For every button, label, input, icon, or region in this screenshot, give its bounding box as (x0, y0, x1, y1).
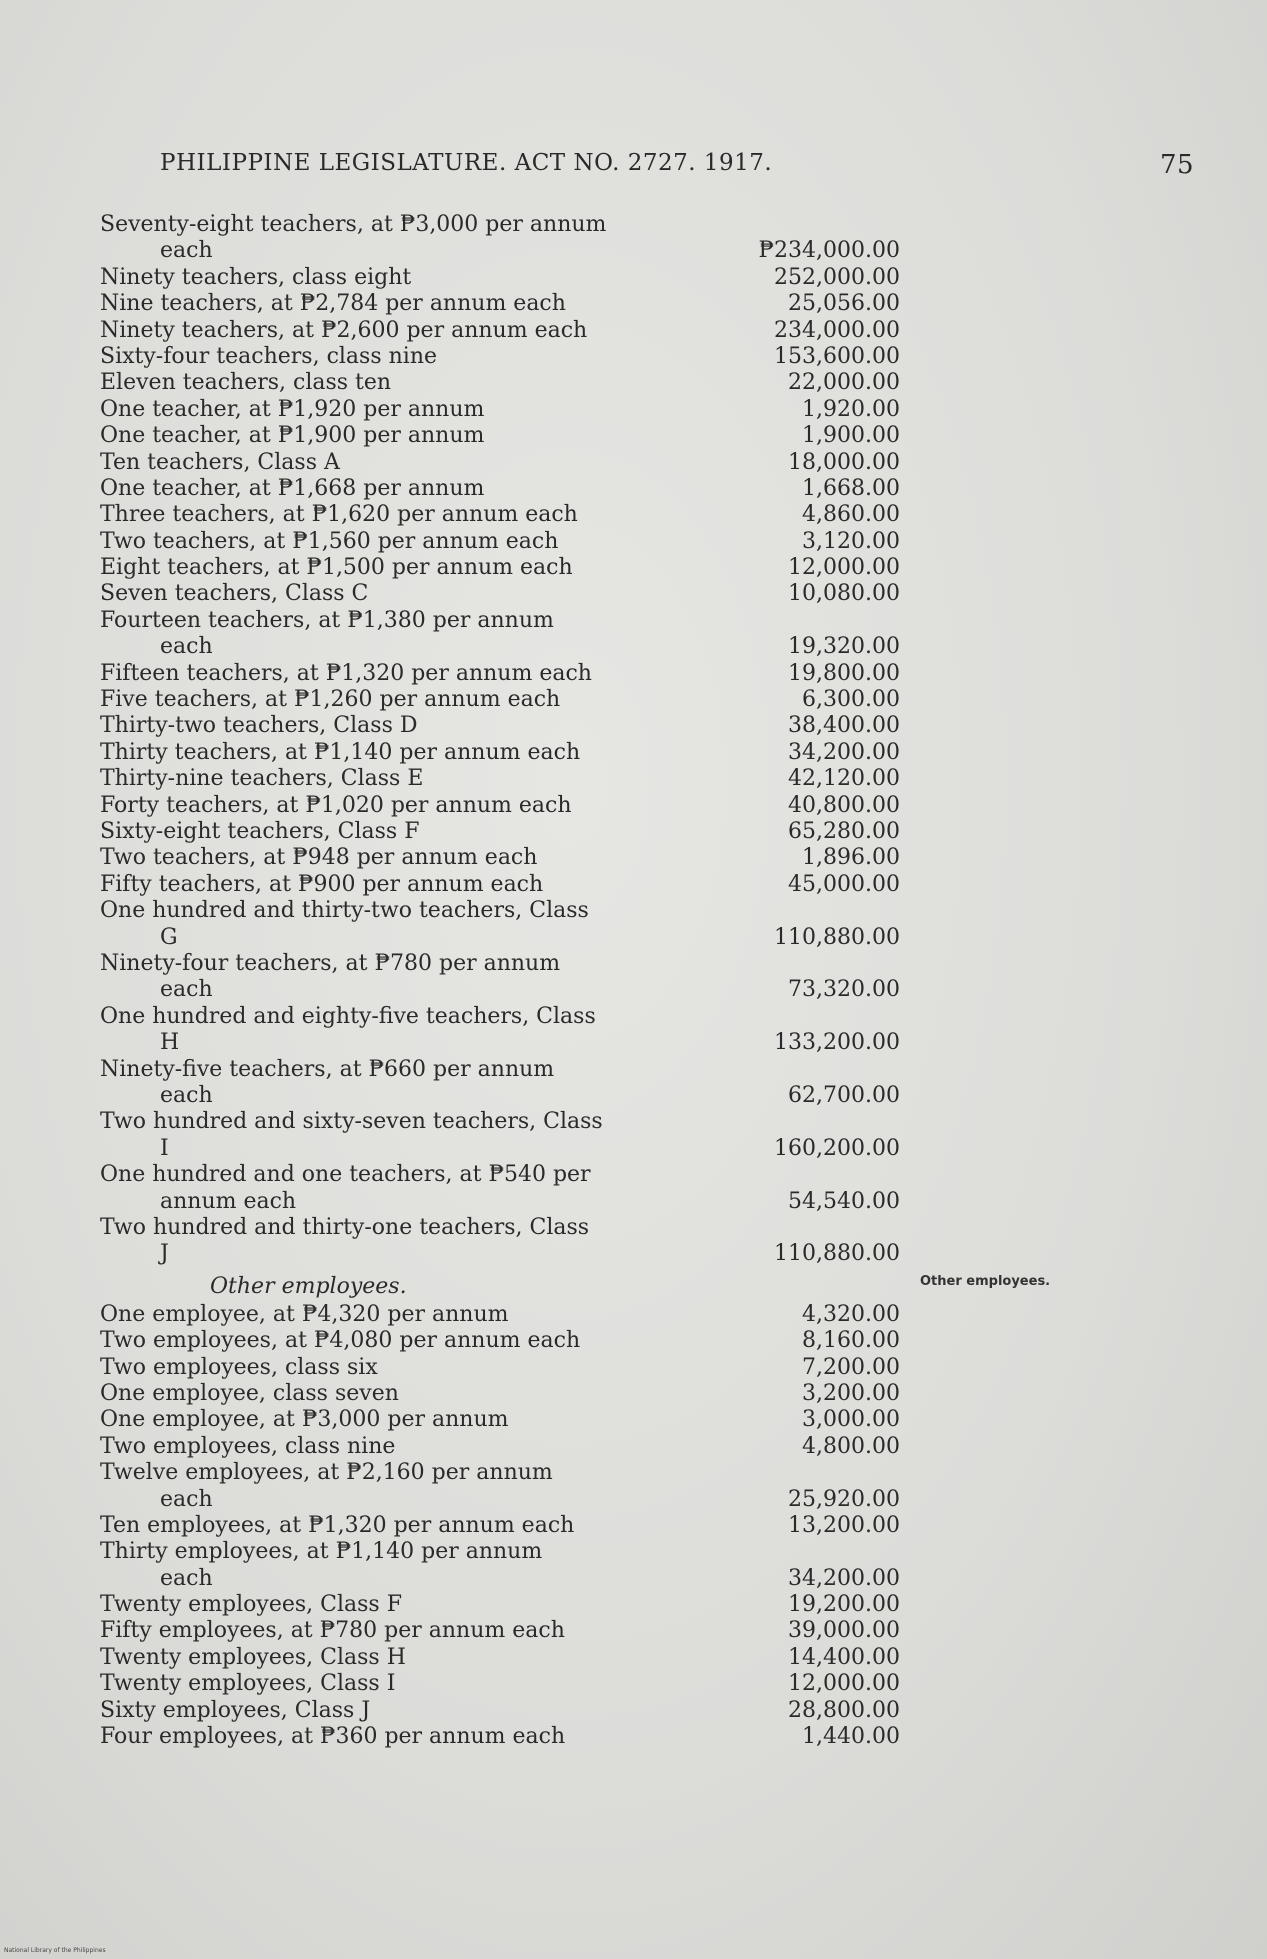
row-label-line-1: Sixty-four teachers, class nine (100, 343, 438, 369)
row-label-line-1: Ten employees, at ₱1,320 per annum each (100, 1512, 575, 1538)
table-row (100, 687, 900, 713)
row-label-line-1: Thirty-nine teachers, Class E (100, 766, 424, 792)
table-row (100, 318, 900, 344)
table-row (100, 608, 900, 661)
row-amount: 18,000.00 (788, 449, 900, 475)
row-label-line-2: G (160, 924, 178, 950)
table-row (100, 1539, 900, 1592)
row-label (100, 397, 680, 423)
table-row (100, 476, 900, 502)
row-label (100, 687, 680, 713)
row-label-line-1: One hundred and eighty-five teachers, Class (100, 1003, 596, 1029)
row-amount: 19,320.00 (788, 634, 900, 660)
table-row (100, 819, 900, 845)
row-label-line-1: Ten teachers, Class A (100, 449, 340, 475)
page-number: 75 (1160, 150, 1195, 180)
row-amount: 28,800.00 (788, 1697, 900, 1723)
row-label (100, 423, 680, 449)
table-row (100, 740, 900, 766)
row-amount: 73,320.00 (788, 977, 900, 1003)
table-row (100, 845, 900, 871)
row-label-line-1: Sixty-eight teachers, Class F (100, 819, 420, 845)
table-row (100, 766, 900, 792)
table-row (100, 1057, 900, 1110)
row-label (100, 529, 680, 555)
row-amount: 34,200.00 (788, 1565, 900, 1591)
table-row (100, 423, 900, 449)
row-label-line-1: Two hundred and sixty-seven teachers, Class (100, 1109, 603, 1135)
row-label-line-1: One employee, at ₱3,000 per annum (100, 1407, 509, 1433)
row-label (100, 898, 680, 951)
row-amount: 12,000.00 (788, 1671, 900, 1697)
other-employees-heading: Other employees. (210, 1273, 407, 1299)
row-amount: 3,120.00 (802, 528, 900, 554)
row-label-line-2: annum each (160, 1188, 297, 1214)
row-label (100, 555, 680, 581)
table-row (100, 1645, 900, 1671)
row-label (100, 370, 680, 396)
table-row (100, 661, 900, 687)
row-label (100, 793, 680, 819)
table-row (100, 291, 900, 317)
row-label-line-1: Fourteen teachers, at ₱1,380 per annum (100, 607, 554, 633)
table-row (100, 1004, 900, 1057)
row-label (100, 1434, 680, 1460)
row-label-line-1: Twenty employees, Class F (100, 1592, 402, 1618)
row-label (100, 1215, 680, 1268)
row-label (100, 1355, 680, 1381)
row-amount: 65,280.00 (788, 819, 900, 845)
row-amount: 1,896.00 (802, 845, 900, 871)
row-label-line-1: Two employees, class nine (100, 1433, 396, 1459)
table-row (100, 1355, 900, 1381)
row-amount: 38,400.00 (788, 713, 900, 739)
table-row (100, 1460, 900, 1513)
table-row (100, 1618, 900, 1644)
row-label (100, 1513, 680, 1539)
table-row (100, 1302, 900, 1328)
row-label (100, 608, 680, 661)
employee-rows (100, 1302, 900, 1751)
row-label-line-1: One teacher, at ₱1,900 per annum (100, 423, 485, 449)
row-label (100, 1645, 680, 1671)
row-amount: 1,900.00 (802, 423, 900, 449)
row-label-line-1: Twenty employees, Class I (100, 1671, 396, 1697)
row-label-line-2: each (160, 1082, 213, 1108)
row-label-line-1: Two teachers, at ₱1,560 per annum each (100, 528, 559, 554)
row-amount: 153,600.00 (774, 343, 900, 369)
row-label (100, 1407, 680, 1433)
row-label-line-1: Thirty teachers, at ₱1,140 per annum each (100, 739, 581, 765)
row-label (100, 872, 680, 898)
row-label (100, 819, 680, 845)
table-row (100, 397, 900, 423)
row-label-line-1: Seventy-eight teachers, at ₱3,000 per annum (100, 212, 607, 237)
row-amount: 14,400.00 (788, 1644, 900, 1670)
row-amount: 39,000.00 (788, 1618, 900, 1644)
row-amount: 1,440.00 (802, 1724, 900, 1750)
row-label (100, 1592, 680, 1618)
row-label (100, 476, 680, 502)
row-label (100, 265, 680, 291)
row-label-line-1: Thirty employees, at ₱1,140 per annum (100, 1539, 543, 1565)
table-row (100, 212, 900, 265)
row-label-line-1: One employee, at ₱4,320 per annum (100, 1301, 509, 1327)
row-label-line-1: Ninety teachers, at ₱2,600 per annum each (100, 317, 588, 343)
row-amount: 13,200.00 (788, 1512, 900, 1538)
row-label-line-1: Fifteen teachers, at ₱1,320 per annum each (100, 660, 592, 686)
row-label (100, 1302, 680, 1328)
row-label-line-2: each (160, 1486, 213, 1512)
row-label (100, 1724, 680, 1750)
row-label (100, 502, 680, 528)
row-label (100, 1671, 680, 1697)
table-row (100, 1381, 900, 1407)
row-label-line-2: each (160, 1565, 213, 1591)
row-label-line-2: each (160, 634, 213, 660)
row-label (100, 1109, 680, 1162)
row-label-line-1: One hundred and one teachers, at ₱540 per (100, 1162, 591, 1188)
table-row (100, 265, 900, 291)
table-row (100, 1698, 900, 1724)
appropriation-list (100, 212, 900, 1750)
table-row (100, 1162, 900, 1215)
table-row (100, 1592, 900, 1618)
row-label-line-1: One teacher, at ₱1,668 per annum (100, 475, 485, 501)
row-label-line-1: Eleven teachers, class ten (100, 370, 392, 396)
row-label-line-2: H (160, 1030, 180, 1056)
table-row (100, 1671, 900, 1697)
row-label (100, 344, 680, 370)
row-label (100, 1698, 680, 1724)
row-label (100, 318, 680, 344)
row-amount: ₱234,000.00 (758, 238, 900, 264)
row-amount: 34,200.00 (788, 739, 900, 765)
row-label (100, 1539, 680, 1592)
table-row (100, 1724, 900, 1750)
table-row (100, 344, 900, 370)
row-label (100, 951, 680, 1004)
row-label (100, 740, 680, 766)
table-row (100, 951, 900, 1004)
row-label-line-1: Ninety-four teachers, at ₱780 per annum (100, 950, 561, 976)
row-label (100, 766, 680, 792)
row-label (100, 1381, 680, 1407)
table-row (100, 713, 900, 739)
row-amount: 4,860.00 (802, 502, 900, 528)
row-amount: 62,700.00 (788, 1082, 900, 1108)
row-amount: 8,160.00 (802, 1328, 900, 1354)
row-label (100, 1328, 680, 1354)
row-label-line-1: One employee, class seven (100, 1380, 399, 1406)
row-label (100, 1004, 680, 1057)
row-amount: 22,000.00 (788, 370, 900, 396)
table-row (100, 555, 900, 581)
row-amount: 7,200.00 (802, 1354, 900, 1380)
row-label-line-1: Twenty employees, Class H (100, 1644, 406, 1670)
row-amount: 3,000.00 (802, 1407, 900, 1433)
row-label-line-1: Five teachers, at ₱1,260 per annum each (100, 687, 561, 713)
row-label-line-1: Two employees, at ₱4,080 per annum each (100, 1328, 581, 1354)
table-row (100, 1215, 900, 1268)
row-amount: 252,000.00 (774, 264, 900, 290)
table-row (100, 1109, 900, 1162)
table-row (100, 370, 900, 396)
row-label (100, 845, 680, 871)
row-amount: 25,056.00 (788, 291, 900, 317)
table-row (100, 502, 900, 528)
header-title: PHILIPPINE LEGISLATURE. ACT NO. 2727. 1917. (160, 150, 773, 176)
table-row (100, 581, 900, 607)
row-label-line-1: Two hundred and thirty-one teachers, Class (100, 1214, 590, 1240)
row-label-line-1: Sixty employees, Class J (100, 1697, 371, 1723)
table-row (100, 898, 900, 951)
row-label-line-1: Seven teachers, Class C (100, 581, 369, 607)
row-label-line-1: Two employees, class six (100, 1354, 378, 1380)
row-label (100, 581, 680, 607)
table-row (100, 1407, 900, 1433)
row-amount: 42,120.00 (788, 766, 900, 792)
margin-note: Other employees. (920, 1274, 1051, 1289)
row-label (100, 661, 680, 687)
row-amount: 45,000.00 (788, 871, 900, 897)
row-label (100, 1057, 680, 1110)
row-label (100, 291, 680, 317)
row-label-line-1: Fifty employees, at ₱780 per annum each (100, 1618, 565, 1644)
table-row (100, 450, 900, 476)
row-label-line-1: Ninety-five teachers, at ₱660 per annum (100, 1056, 555, 1082)
row-label-line-2: J (160, 1241, 169, 1267)
row-amount: 4,800.00 (802, 1433, 900, 1459)
row-amount: 4,320.00 (802, 1301, 900, 1327)
row-label-line-1: Twelve employees, at ₱2,160 per annum (100, 1460, 553, 1486)
row-amount: 10,080.00 (788, 581, 900, 607)
row-amount: 19,800.00 (788, 660, 900, 686)
table-row (100, 1434, 900, 1460)
row-label-line-1: Fifty teachers, at ₱900 per annum each (100, 871, 544, 897)
row-label (100, 713, 680, 739)
footer-credit: National Library of the Philippines (4, 1947, 106, 1954)
row-label-line-1: Nine teachers, at ₱2,784 per annum each (100, 291, 566, 317)
table-row (100, 1328, 900, 1354)
teacher-rows (100, 212, 900, 1268)
table-row (100, 793, 900, 819)
row-label (100, 450, 680, 476)
row-label-line-1: Three teachers, at ₱1,620 per annum each (100, 502, 578, 528)
table-row (100, 872, 900, 898)
row-amount: 25,920.00 (788, 1486, 900, 1512)
row-label-line-1: One hundred and thirty-two teachers, Class (100, 898, 589, 924)
row-amount: 54,540.00 (788, 1188, 900, 1214)
row-label-line-1: Four employees, at ₱360 per annum each (100, 1724, 566, 1750)
row-amount: 19,200.00 (788, 1592, 900, 1618)
row-label-line-1: Ninety teachers, class eight (100, 264, 412, 290)
row-amount: 133,200.00 (774, 1030, 900, 1056)
row-amount: 1,920.00 (802, 396, 900, 422)
row-label-line-2: each (160, 977, 213, 1003)
row-label-line-1: Two teachers, at ₱948 per annum each (100, 845, 538, 871)
row-label (100, 212, 680, 265)
row-amount: 160,200.00 (774, 1135, 900, 1161)
row-amount: 234,000.00 (774, 317, 900, 343)
row-label-line-1: One teacher, at ₱1,920 per annum (100, 396, 485, 422)
row-amount: 110,880.00 (774, 1241, 900, 1267)
row-label-line-1: Eight teachers, at ₱1,500 per annum each (100, 555, 573, 581)
row-amount: 40,800.00 (788, 792, 900, 818)
row-label-line-1: Thirty-two teachers, Class D (100, 713, 418, 739)
row-label (100, 1162, 680, 1215)
row-label-line-2: I (160, 1135, 169, 1161)
row-amount: 110,880.00 (774, 924, 900, 950)
table-row (100, 1513, 900, 1539)
row-amount: 12,000.00 (788, 555, 900, 581)
row-amount: 6,300.00 (802, 687, 900, 713)
table-row (100, 529, 900, 555)
row-amount: 3,200.00 (802, 1380, 900, 1406)
row-label-line-2: each (160, 238, 213, 264)
row-label-line-1: Forty teachers, at ₱1,020 per annum each (100, 792, 572, 818)
row-label (100, 1460, 680, 1513)
row-amount: 1,668.00 (802, 475, 900, 501)
row-label (100, 1618, 680, 1644)
